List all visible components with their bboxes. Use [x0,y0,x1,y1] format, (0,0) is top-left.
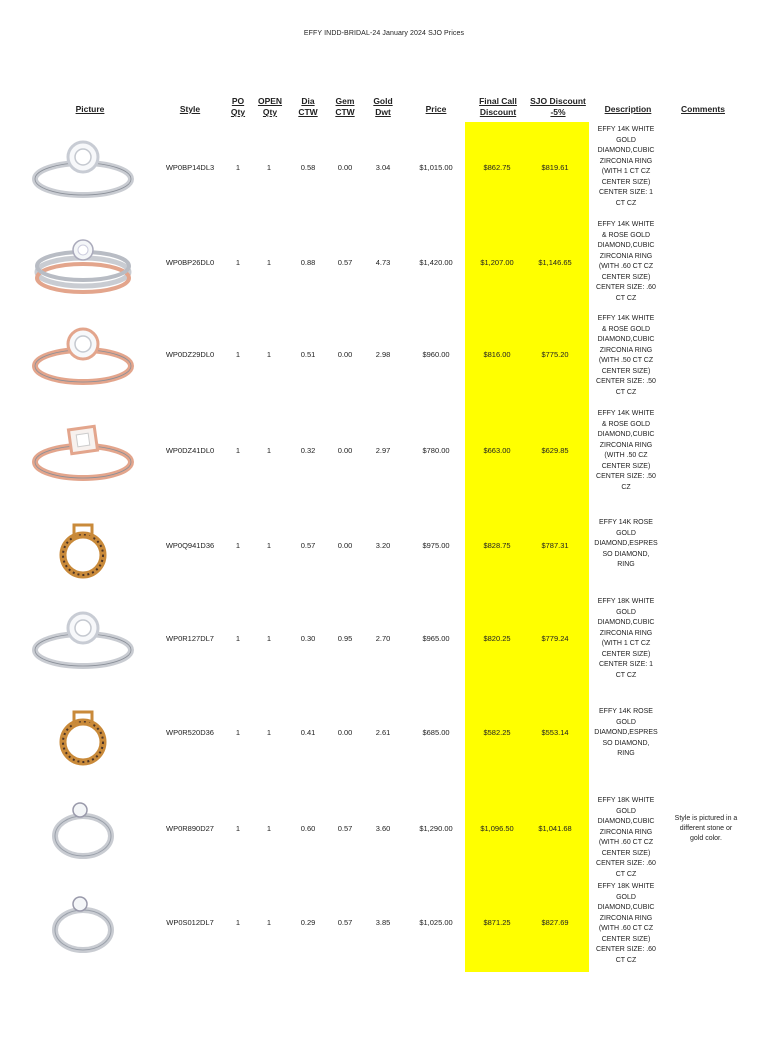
page-title: EFFY INDD-BRIDAL-24 January 2024 SJO Prices [303,30,465,37]
gem-ctw-cell: 0.95 [337,634,353,643]
gold-dwt-cell: 3.04 [375,163,391,172]
description-line: GOLD [616,136,636,144]
ring-image [28,604,138,674]
open-qty-cell: 1 [266,541,272,550]
description-line: CT CZ [615,294,637,302]
style-cell: WP0BP26DL0 [165,258,215,267]
description-line: EFFY 18K WHITE [597,883,655,890]
description-line: (WITH .50 CZ [604,452,648,459]
description-line: CENTER SIZE: .60 [596,860,656,867]
open-qty-cell: 1 [266,824,272,833]
style-cell: WP0R890D27 [166,824,214,833]
header-style: Style [179,104,201,114]
open-qty-cell: 1 [266,258,272,267]
sjo-discount-cell: $553.14 [541,728,569,737]
description-line: CENTER SIZE: .60 [596,284,656,291]
description-line: CT CZ [615,870,637,878]
open-qty-cell: 1 [266,350,272,359]
po-qty-cell: 1 [235,824,241,833]
description-line: (WITH 1 CT CZ [601,168,651,175]
description-line: CENTER SIZE) [601,273,651,281]
dia-ctw-cell: 0.51 [300,350,316,359]
dia-ctw-cell: 0.88 [300,258,316,267]
description-line: DIAMOND,CUBIC [597,242,655,249]
comment-line: different stone or [679,825,733,832]
final-call-cell: $828.75 [483,541,511,550]
header-gold-dwt: Gold Dwt [373,96,393,117]
final-call-cell: $1,096.50 [480,824,514,833]
header-picture: Picture [75,104,105,114]
price-cell: $965.00 [422,634,450,643]
description-line: DIAMOND,CUBIC [597,904,655,911]
description-line: ZIRCONIA RING [599,346,653,354]
description-cell [587,518,665,571]
description-line: (WITH .60 CT CZ [598,925,654,932]
final-call-cell: $820.25 [483,634,511,643]
gold-dwt-cell: 4.73 [375,258,391,267]
description-line: CT CZ [615,388,637,396]
description-line: CENTER SIZE: .60 [596,946,656,953]
description-line: EFFY 18K WHITE [597,598,655,605]
header-description: Description [604,104,652,114]
final-call-cell: $816.00 [483,350,511,359]
description-line: GOLD [616,893,636,901]
ring-image [28,228,138,298]
po-qty-cell: 1 [235,918,241,927]
dia-ctw-cell: 0.30 [300,634,316,643]
description-line: DIAMOND,CUBIC [597,431,655,438]
header-gem-ctw: Gem CTW [335,96,355,117]
gem-ctw-cell: 0.00 [337,446,353,455]
sjo-discount-cell: $1,146.65 [538,258,572,267]
description-line: EFFY 14K WHITE [597,410,655,417]
price-cell: $1,290.00 [419,824,453,833]
sjo-discount-cell: $819.61 [541,163,569,172]
po-qty-cell: 1 [235,446,241,455]
open-qty-cell: 1 [266,163,272,172]
final-call-cell: $582.25 [483,728,511,737]
description-cell [587,220,665,304]
description-line: (WITH .60 CT CZ [598,839,654,846]
ring-image [28,511,138,581]
description-line: & ROSE GOLD [601,325,651,333]
description-line: EFFY 14K WHITE [597,315,655,322]
open-qty-cell: 1 [266,728,272,737]
ring-image [28,794,138,864]
price-cell: $960.00 [422,350,450,359]
description-line: RING [617,750,635,757]
description-line: DIAMOND,CUBIC [597,336,655,343]
sjo-discount-cell: $629.85 [541,446,569,455]
gold-dwt-cell: 3.85 [375,918,391,927]
po-qty-cell: 1 [235,728,241,737]
comment-line: gold color. [690,835,722,842]
final-call-cell: $871.25 [483,918,511,927]
open-qty-cell: 1 [266,918,272,927]
header-po-qty: PO Qty [230,96,246,117]
po-qty-cell: 1 [235,163,241,172]
description-line: CENTER SIZE) [601,367,651,375]
header-comments: Comments [681,104,725,114]
gold-dwt-cell: 2.98 [375,350,391,359]
description-line: EFFY 18K WHITE [597,797,655,804]
style-cell: WP0S012DL7 [166,918,214,927]
dia-ctw-cell: 0.58 [300,163,316,172]
price-cell: $1,025.00 [419,918,453,927]
description-line: CENTER SIZE) [601,849,651,857]
gem-ctw-cell: 0.00 [337,728,353,737]
price-cell: $975.00 [422,541,450,550]
ring-image [28,698,138,768]
sjo-discount-cell: $827.69 [541,918,569,927]
description-line: CT CZ [615,956,637,964]
gold-dwt-cell: 2.70 [375,634,391,643]
description-line: RING [617,561,635,568]
dia-ctw-cell: 0.29 [300,918,316,927]
description-cell [587,882,665,966]
description-line: GOLD [616,608,636,616]
style-cell: WP0Q941D36 [165,541,215,550]
description-line: DIAMOND,ESPRES [594,729,658,736]
gem-ctw-cell: 0.57 [337,824,353,833]
description-line: ZIRCONIA RING [599,252,653,260]
style-cell: WP0BP14DL3 [165,163,215,172]
sjo-discount-cell: $1,041.68 [538,824,572,833]
description-line: CENTER SIZE) [601,462,651,470]
description-cell [587,314,665,398]
po-qty-cell: 1 [235,541,241,550]
ring-image [28,416,138,486]
final-call-cell: $1,207.00 [480,258,514,267]
style-cell: WP0R127DL7 [166,634,214,643]
gold-dwt-cell: 3.20 [375,541,391,550]
description-line: ZIRCONIA RING [599,914,653,922]
po-qty-cell: 1 [235,350,241,359]
description-line: ZIRCONIA RING [599,441,653,449]
description-cell [587,409,665,493]
final-call-cell: $663.00 [483,446,511,455]
description-line: EFFY 14K ROSE [599,519,653,526]
gem-ctw-cell: 0.57 [337,918,353,927]
description-line: DIAMOND,CUBIC [597,619,655,626]
header-sjo-discount: SJO Discount -5% [530,96,586,117]
gem-ctw-cell: 0.00 [337,163,353,172]
gem-ctw-cell: 0.00 [337,350,353,359]
comment-line: Style is pictured in a [674,815,738,822]
price-cell: $780.00 [422,446,450,455]
description-line: CZ [621,483,631,491]
description-line: EFFY 14K ROSE [599,708,653,715]
style-cell: WP0DZ29DL0 [165,350,215,359]
description-line: CT CZ [615,671,637,679]
ring-image [28,133,138,203]
description-line: CENTER SIZE: .50 [596,378,656,385]
description-line: DIAMOND,CUBIC [597,818,655,825]
dia-ctw-cell: 0.60 [300,824,316,833]
description-cell [587,597,665,681]
description-line: SO DIAMOND, [602,739,650,747]
description-line: (WITH .50 CT CZ [598,357,654,364]
description-line: & ROSE GOLD [601,231,651,239]
description-line: CT CZ [615,199,637,207]
header-final-call: Final Call Discount [479,96,517,117]
open-qty-cell: 1 [266,446,272,455]
description-line: DIAMOND,ESPRES [594,540,658,547]
description-cell [587,796,665,880]
description-line: CENTER SIZE) [601,178,651,186]
description-cell [587,707,665,760]
description-line: CENTER SIZE: 1 [598,189,654,196]
description-line: ZIRCONIA RING [599,828,653,836]
description-line: EFFY 14K WHITE [597,126,655,133]
price-cell: $1,015.00 [419,163,453,172]
header-open-qty: OPEN Qty [257,96,283,117]
comments-cell [664,814,748,844]
description-line: (WITH .60 CT CZ [598,263,654,270]
po-qty-cell: 1 [235,634,241,643]
description-line: ZIRCONIA RING [599,629,653,637]
final-call-cell: $862.75 [483,163,511,172]
style-cell: WP0R520D36 [166,728,214,737]
gold-dwt-cell: 2.61 [375,728,391,737]
description-line: CENTER SIZE) [601,935,651,943]
description-line: EFFY 14K WHITE [597,221,655,228]
gem-ctw-cell: 0.57 [337,258,353,267]
dia-ctw-cell: 0.41 [300,728,316,737]
description-line: (WITH 1 CT CZ [601,640,651,647]
dia-ctw-cell: 0.32 [300,446,316,455]
sjo-discount-cell: $779.24 [541,634,569,643]
price-cell: $1,420.00 [419,258,453,267]
style-cell: WP0DZ41DL0 [165,446,215,455]
header-price: Price [425,104,447,114]
gold-dwt-cell: 3.60 [375,824,391,833]
ring-image [28,888,138,958]
description-cell [587,125,665,209]
sjo-discount-cell: $775.20 [541,350,569,359]
sjo-discount-cell: $787.31 [541,541,569,550]
price-cell: $685.00 [422,728,450,737]
description-line: GOLD [616,807,636,815]
open-qty-cell: 1 [266,634,272,643]
po-qty-cell: 1 [235,258,241,267]
description-line: ZIRCONIA RING [599,157,653,165]
gold-dwt-cell: 2.97 [375,446,391,455]
description-line: DIAMOND,CUBIC [597,147,655,154]
ring-image [28,320,138,390]
description-line: CENTER SIZE) [601,650,651,658]
dia-ctw-cell: 0.57 [300,541,316,550]
description-line: & ROSE GOLD [601,420,651,428]
description-line: CENTER SIZE: .50 [596,473,656,480]
header-dia-ctw: Dia CTW [298,96,318,117]
description-line: CENTER SIZE: 1 [598,661,654,668]
description-line: SO DIAMOND, [602,550,650,558]
description-line: GOLD [616,529,636,537]
gem-ctw-cell: 0.00 [337,541,353,550]
description-line: GOLD [616,718,636,726]
